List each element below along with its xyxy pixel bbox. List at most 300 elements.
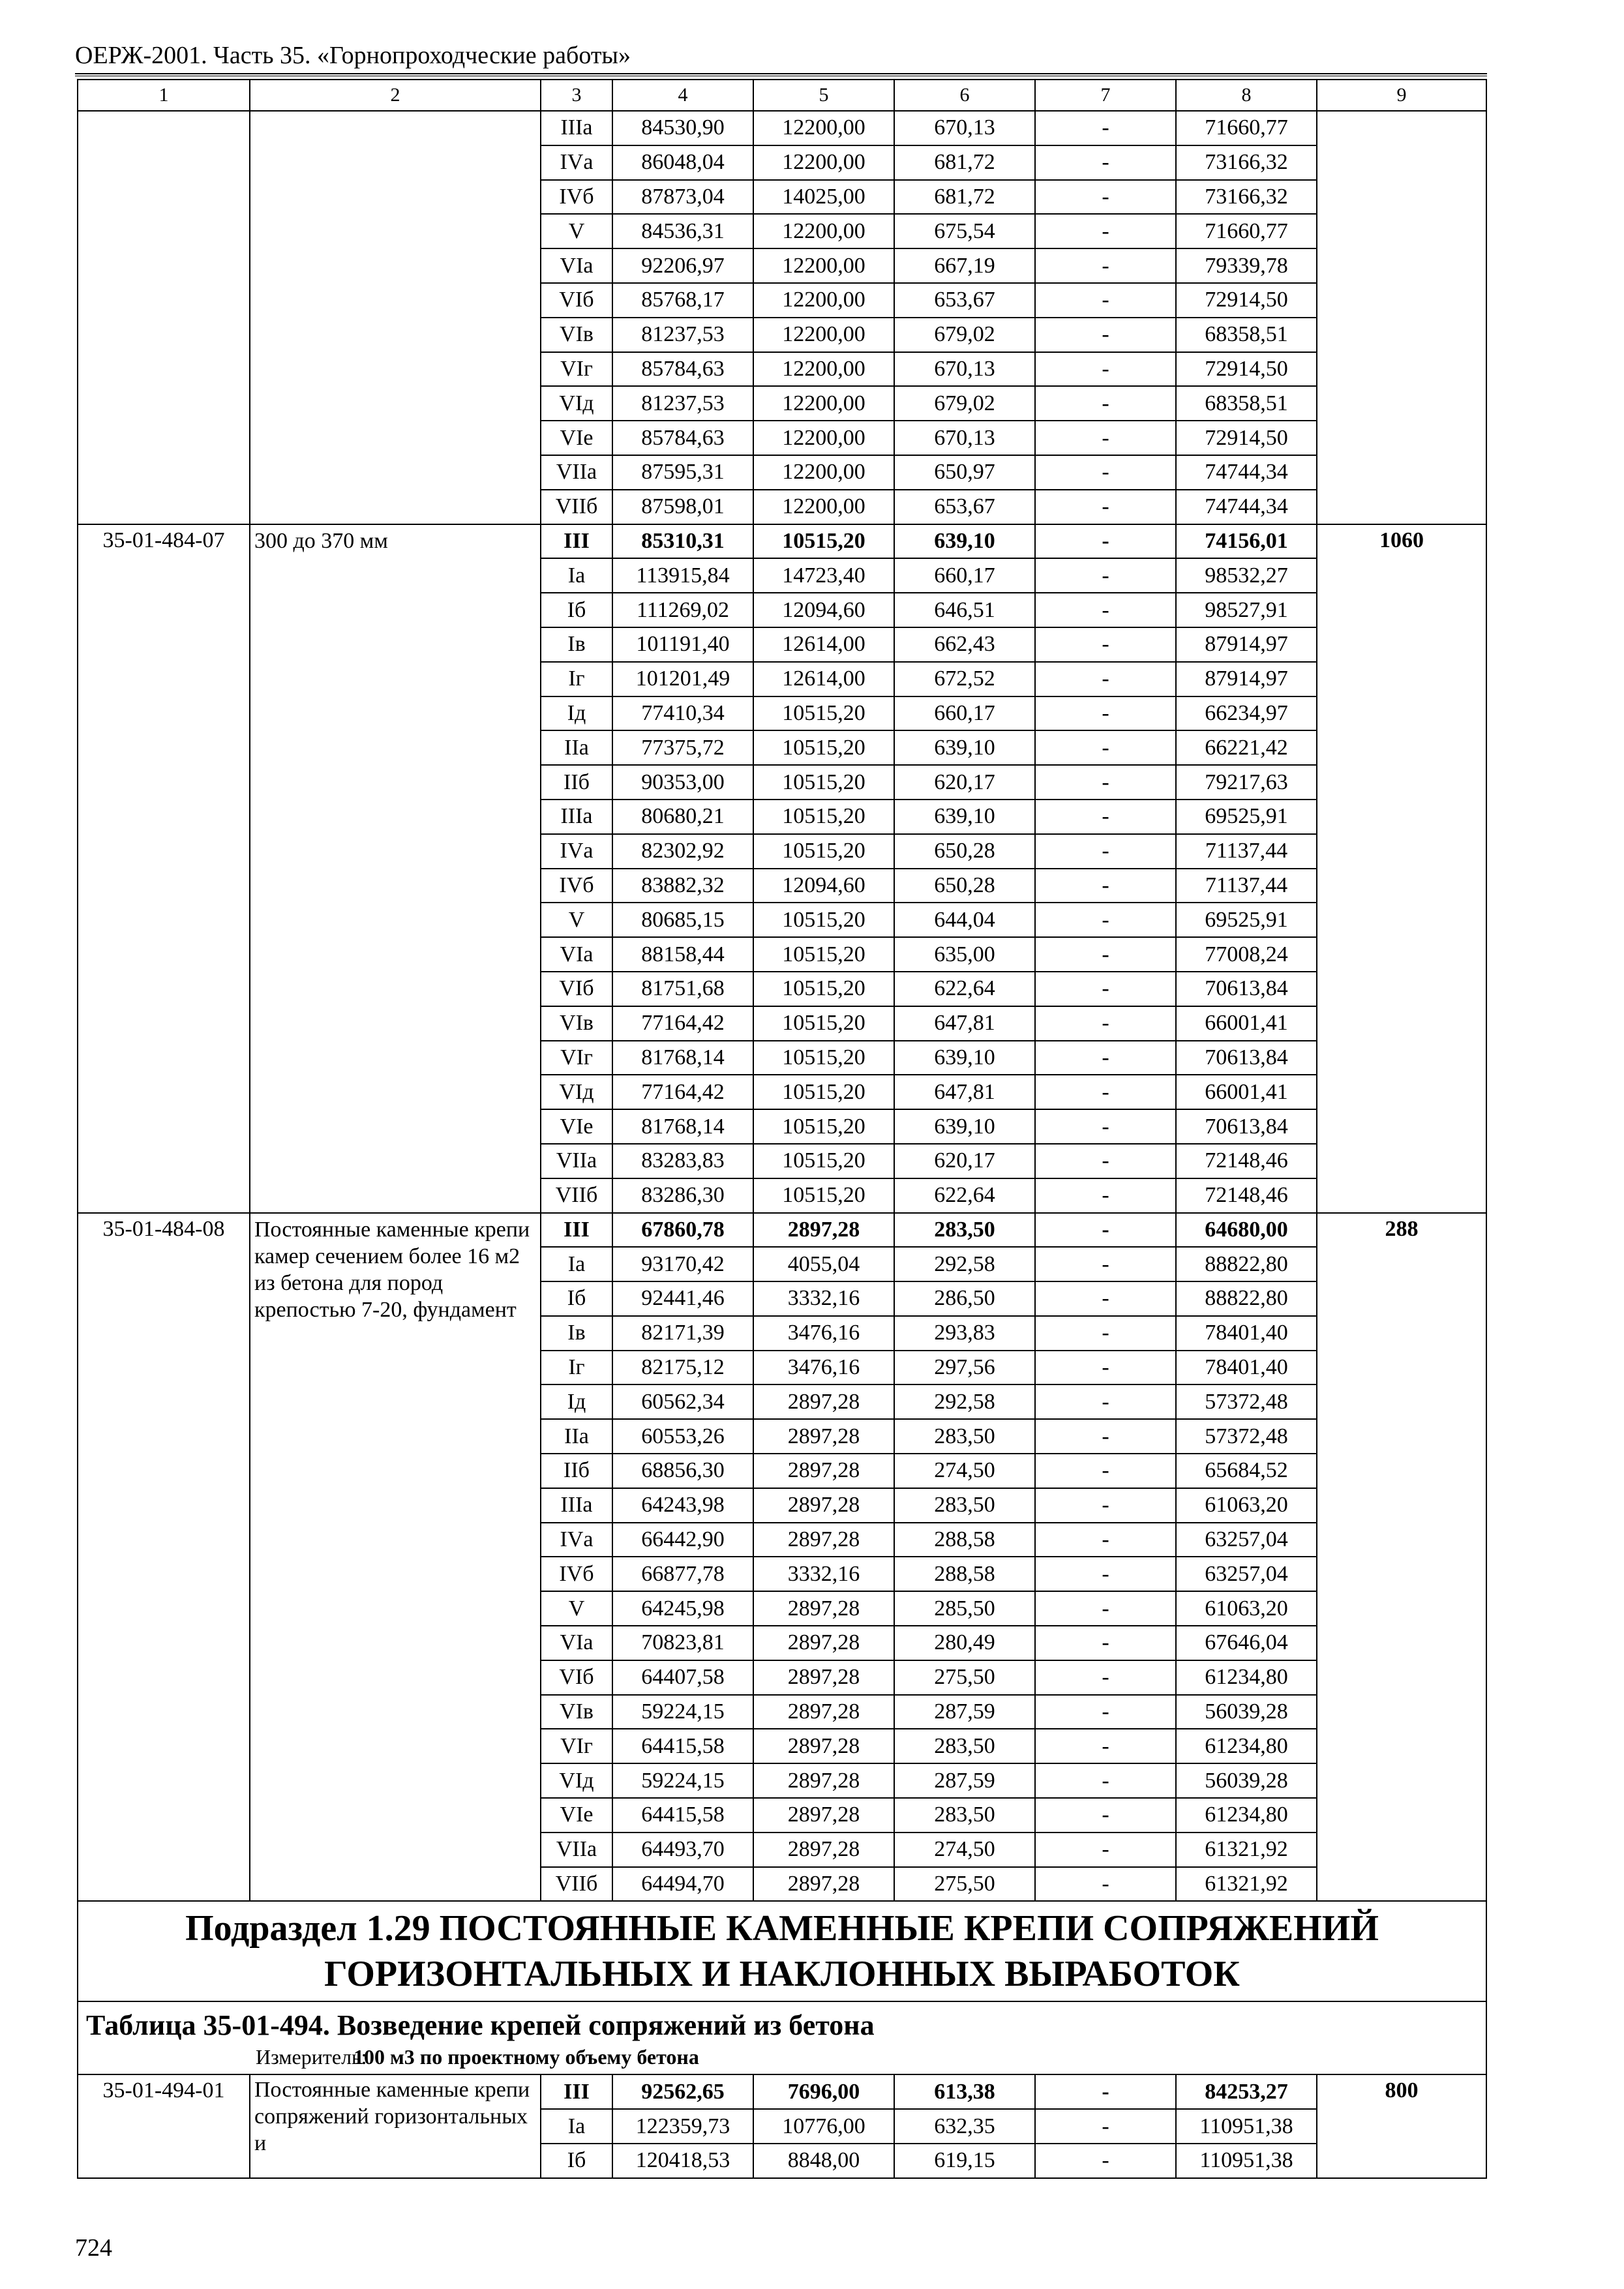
driver-wages-cell: -	[1035, 1144, 1176, 1178]
direct-cost-cell: 80685,15	[612, 903, 753, 937]
machine-cost-cell: 293,83	[894, 1316, 1035, 1351]
materials-cell: 56039,28	[1176, 1695, 1317, 1729]
direct-cost-cell: 111269,02	[612, 593, 753, 627]
section-row	[78, 1901, 1486, 2001]
driver-wages-cell: -	[1035, 490, 1176, 524]
zone-cell: IVа	[541, 834, 612, 869]
materials-cell: 61234,80	[1176, 1798, 1317, 1833]
materials-cell: 61063,20	[1176, 1591, 1317, 1626]
zone-cell: V	[541, 1591, 612, 1626]
driver-wages-cell: -	[1035, 869, 1176, 903]
machine-cost-cell: 681,72	[894, 180, 1035, 215]
driver-wages-cell: -	[1035, 1488, 1176, 1523]
driver-wages-cell: -	[1035, 1833, 1176, 1867]
zone-cell: VIе	[541, 1109, 612, 1144]
zone-cell: IVб	[541, 869, 612, 903]
direct-cost-cell: 83882,32	[612, 869, 753, 903]
zone-cell: VIд	[541, 386, 612, 421]
table-row	[78, 111, 1486, 145]
table-row	[78, 2074, 1486, 2109]
direct-cost-cell: 64415,58	[612, 1729, 753, 1763]
page-header-title: ОЕРЖ-2001. Часть 35. «Горнопроходческие работы»	[75, 42, 631, 69]
wages-cell: 3476,16	[753, 1316, 894, 1351]
table-row	[78, 524, 1486, 559]
driver-wages-cell: -	[1035, 800, 1176, 834]
machine-cost-cell: 635,00	[894, 937, 1035, 972]
materials-cell: 87914,97	[1176, 662, 1317, 696]
machine-cost-cell: 650,97	[894, 455, 1035, 490]
machine-cost-cell: 292,58	[894, 1384, 1035, 1419]
materials-cell: 66001,41	[1176, 1006, 1317, 1041]
zone-cell: IIIа	[541, 1488, 612, 1523]
direct-cost-cell: 101191,40	[612, 627, 753, 662]
direct-cost-cell: 85784,63	[612, 421, 753, 455]
wages-cell: 2897,28	[753, 1660, 894, 1695]
column-number: 9	[1317, 80, 1486, 111]
driver-wages-cell: -	[1035, 1351, 1176, 1385]
driver-wages-cell: -	[1035, 972, 1176, 1006]
materials-cell: 61063,20	[1176, 1488, 1317, 1523]
materials-cell: 87914,97	[1176, 627, 1317, 662]
materials-cell: 77008,24	[1176, 937, 1317, 972]
driver-wages-cell: -	[1035, 386, 1176, 421]
machine-cost-cell: 670,13	[894, 352, 1035, 387]
machine-cost-cell: 639,10	[894, 730, 1035, 765]
driver-wages-cell: -	[1035, 834, 1176, 869]
materials-cell: 88822,80	[1176, 1281, 1317, 1316]
header-rule	[75, 73, 1487, 74]
machine-cost-cell: 620,17	[894, 1144, 1035, 1178]
direct-cost-cell: 80680,21	[612, 800, 753, 834]
wages-cell: 2897,28	[753, 1867, 894, 1902]
wages-cell: 10515,20	[753, 903, 894, 937]
rate-code: 35-01-484-08	[78, 1213, 250, 1902]
driver-wages-cell: -	[1035, 111, 1176, 145]
wages-cell: 12614,00	[753, 627, 894, 662]
machine-cost-cell: 650,28	[894, 869, 1035, 903]
rate-code: 35-01-494-01	[78, 2074, 250, 2177]
wages-cell: 10515,20	[753, 696, 894, 731]
zone-cell: Iа	[541, 558, 612, 593]
direct-cost-cell: 88158,44	[612, 937, 753, 972]
materials-cell: 74156,01	[1176, 524, 1317, 559]
driver-wages-cell: -	[1035, 2109, 1176, 2144]
zone-cell: Iб	[541, 1281, 612, 1316]
machine-cost-cell: 283,50	[894, 1419, 1035, 1454]
machine-cost-cell: 288,58	[894, 1557, 1035, 1591]
norm-value: 288	[1317, 1213, 1486, 1902]
direct-cost-cell: 77164,42	[612, 1006, 753, 1041]
zone-cell: VIб	[541, 1660, 612, 1695]
machine-cost-cell: 280,49	[894, 1626, 1035, 1660]
direct-cost-cell: 87595,31	[612, 455, 753, 490]
wages-cell: 12200,00	[753, 455, 894, 490]
wages-cell: 12200,00	[753, 352, 894, 387]
column-number: 5	[753, 80, 894, 111]
machine-cost-cell: 679,02	[894, 318, 1035, 352]
zone-cell: VIIа	[541, 455, 612, 490]
machine-cost-cell: 647,81	[894, 1075, 1035, 1109]
wages-cell: 7696,00	[753, 2074, 894, 2109]
materials-cell: 66001,41	[1176, 1075, 1317, 1109]
wages-cell: 12200,00	[753, 318, 894, 352]
direct-cost-cell: 66877,78	[612, 1557, 753, 1591]
machine-cost-cell: 660,17	[894, 558, 1035, 593]
driver-wages-cell: -	[1035, 1626, 1176, 1660]
machine-cost-cell: 639,10	[894, 524, 1035, 559]
driver-wages-cell: -	[1035, 1557, 1176, 1591]
driver-wages-cell: -	[1035, 318, 1176, 352]
wages-cell: 12200,00	[753, 111, 894, 145]
machine-cost-cell: 297,56	[894, 1351, 1035, 1385]
wages-cell: 10515,20	[753, 800, 894, 834]
wages-cell: 2897,28	[753, 1419, 894, 1454]
wages-cell: 10515,20	[753, 1109, 894, 1144]
zone-cell: VIе	[541, 1798, 612, 1833]
wages-cell: 10515,20	[753, 765, 894, 800]
machine-cost-cell: 274,50	[894, 1454, 1035, 1488]
materials-cell: 71137,44	[1176, 834, 1317, 869]
zone-cell: Iв	[541, 627, 612, 662]
materials-cell: 78401,40	[1176, 1316, 1317, 1351]
driver-wages-cell: -	[1035, 145, 1176, 180]
direct-cost-cell: 120418,53	[612, 2144, 753, 2178]
zone-cell: IIб	[541, 1454, 612, 1488]
direct-cost-cell: 113915,84	[612, 558, 753, 593]
rate-code	[78, 111, 250, 524]
machine-cost-cell: 670,13	[894, 421, 1035, 455]
direct-cost-cell: 59224,15	[612, 1763, 753, 1798]
materials-cell: 66234,97	[1176, 696, 1317, 731]
zone-cell: IVб	[541, 180, 612, 215]
materials-cell: 70613,84	[1176, 972, 1317, 1006]
direct-cost-cell: 86048,04	[612, 145, 753, 180]
direct-cost-cell: 122359,73	[612, 2109, 753, 2144]
driver-wages-cell: -	[1035, 1006, 1176, 1041]
driver-wages-cell: -	[1035, 352, 1176, 387]
machine-cost-cell: 660,17	[894, 696, 1035, 731]
driver-wages-cell: -	[1035, 1247, 1176, 1281]
wages-cell: 12094,60	[753, 593, 894, 627]
wages-cell: 8848,00	[753, 2144, 894, 2178]
driver-wages-cell: -	[1035, 1213, 1176, 1248]
machine-cost-cell: 286,50	[894, 1281, 1035, 1316]
direct-cost-cell: 85310,31	[612, 524, 753, 559]
wages-cell: 12094,60	[753, 869, 894, 903]
driver-wages-cell: -	[1035, 180, 1176, 215]
zone-cell: IIа	[541, 730, 612, 765]
zone-cell: VIа	[541, 1626, 612, 1660]
materials-cell: 98532,27	[1176, 558, 1317, 593]
materials-cell: 67646,04	[1176, 1626, 1317, 1660]
zone-cell: Iа	[541, 2109, 612, 2144]
materials-cell: 73166,32	[1176, 180, 1317, 215]
column-number: 8	[1176, 80, 1317, 111]
wages-cell: 10776,00	[753, 2109, 894, 2144]
driver-wages-cell: -	[1035, 1454, 1176, 1488]
machine-cost-cell: 662,43	[894, 627, 1035, 662]
direct-cost-cell: 67860,78	[612, 1213, 753, 1248]
driver-wages-cell: -	[1035, 627, 1176, 662]
direct-cost-cell: 87873,04	[612, 180, 753, 215]
wages-cell: 2897,28	[753, 1729, 894, 1763]
meter-label: Измеритель:	[256, 2045, 367, 2069]
wages-cell: 10515,20	[753, 1178, 894, 1213]
direct-cost-cell: 81768,14	[612, 1041, 753, 1075]
norm-value	[1317, 111, 1486, 524]
column-number: 1	[78, 80, 250, 111]
direct-cost-cell: 59224,15	[612, 1695, 753, 1729]
materials-cell: 72914,50	[1176, 283, 1317, 318]
wages-cell: 12200,00	[753, 214, 894, 248]
driver-wages-cell: -	[1035, 248, 1176, 283]
wages-cell: 2897,28	[753, 1591, 894, 1626]
machine-cost-cell: 679,02	[894, 386, 1035, 421]
direct-cost-cell: 83286,30	[612, 1178, 753, 1213]
direct-cost-cell: 77164,42	[612, 1075, 753, 1109]
driver-wages-cell: -	[1035, 765, 1176, 800]
driver-wages-cell: -	[1035, 1075, 1176, 1109]
materials-cell: 68358,51	[1176, 318, 1317, 352]
direct-cost-cell: 85784,63	[612, 352, 753, 387]
zone-cell: VIIа	[541, 1833, 612, 1867]
driver-wages-cell: -	[1035, 214, 1176, 248]
zone-cell: VIб	[541, 972, 612, 1006]
materials-cell: 57372,48	[1176, 1384, 1317, 1419]
zone-cell: Iг	[541, 662, 612, 696]
zone-cell: VIб	[541, 283, 612, 318]
direct-cost-cell: 92441,46	[612, 1281, 753, 1316]
wages-cell: 14025,00	[753, 180, 894, 215]
wages-cell: 10515,20	[753, 524, 894, 559]
direct-cost-cell: 66442,90	[612, 1523, 753, 1557]
zone-cell: IIа	[541, 1419, 612, 1454]
driver-wages-cell: -	[1035, 1109, 1176, 1144]
wages-cell: 2897,28	[753, 1213, 894, 1248]
zone-cell: Iд	[541, 696, 612, 731]
materials-cell: 70613,84	[1176, 1041, 1317, 1075]
zone-cell: VIв	[541, 318, 612, 352]
zone-cell: Iг	[541, 1351, 612, 1385]
direct-cost-cell: 70823,81	[612, 1626, 753, 1660]
direct-cost-cell: 64494,70	[612, 1867, 753, 1902]
zone-cell: VIв	[541, 1006, 612, 1041]
driver-wages-cell: -	[1035, 421, 1176, 455]
column-number: 4	[612, 80, 753, 111]
machine-cost-cell: 632,35	[894, 2109, 1035, 2144]
machine-cost-cell: 644,04	[894, 903, 1035, 937]
driver-wages-cell: -	[1035, 1729, 1176, 1763]
materials-cell: 98527,91	[1176, 593, 1317, 627]
direct-cost-cell: 64243,98	[612, 1488, 753, 1523]
table-row	[78, 1213, 1486, 1248]
wages-cell: 12200,00	[753, 145, 894, 180]
driver-wages-cell: -	[1035, 1041, 1176, 1075]
direct-cost-cell: 83283,83	[612, 1144, 753, 1178]
column-number-row	[78, 80, 1486, 111]
materials-cell: 73166,32	[1176, 145, 1317, 180]
driver-wages-cell: -	[1035, 730, 1176, 765]
direct-cost-cell: 85768,17	[612, 283, 753, 318]
driver-wages-cell: -	[1035, 2074, 1176, 2109]
wages-cell: 3476,16	[753, 1351, 894, 1385]
driver-wages-cell: -	[1035, 1695, 1176, 1729]
zone-cell: III	[541, 1213, 612, 1248]
materials-cell: 61321,92	[1176, 1833, 1317, 1867]
wages-cell: 2897,28	[753, 1695, 894, 1729]
driver-wages-cell: -	[1035, 1281, 1176, 1316]
direct-cost-cell: 81237,53	[612, 318, 753, 352]
machine-cost-cell: 622,64	[894, 972, 1035, 1006]
zone-cell: IVа	[541, 145, 612, 180]
machine-cost-cell: 667,19	[894, 248, 1035, 283]
machine-cost-cell: 653,67	[894, 283, 1035, 318]
driver-wages-cell: -	[1035, 1660, 1176, 1695]
materials-cell: 71660,77	[1176, 214, 1317, 248]
zone-cell: VIв	[541, 1695, 612, 1729]
machine-cost-cell: 275,50	[894, 1867, 1035, 1902]
direct-cost-cell: 90353,00	[612, 765, 753, 800]
direct-cost-cell: 64493,70	[612, 1833, 753, 1867]
driver-wages-cell: -	[1035, 593, 1176, 627]
machine-cost-cell: 275,50	[894, 1660, 1035, 1695]
direct-cost-cell: 82175,12	[612, 1351, 753, 1385]
direct-cost-cell: 92206,97	[612, 248, 753, 283]
wages-cell: 14723,40	[753, 558, 894, 593]
materials-cell: 63257,04	[1176, 1557, 1317, 1591]
machine-cost-cell: 675,54	[894, 214, 1035, 248]
zone-cell: IVб	[541, 1557, 612, 1591]
zone-cell: III	[541, 524, 612, 559]
direct-cost-cell: 60562,34	[612, 1384, 753, 1419]
materials-cell: 64680,00	[1176, 1213, 1317, 1248]
driver-wages-cell: -	[1035, 1867, 1176, 1902]
machine-cost-cell: 619,15	[894, 2144, 1035, 2178]
materials-cell: 69525,91	[1176, 800, 1317, 834]
machine-cost-cell: 639,10	[894, 1109, 1035, 1144]
materials-cell: 61234,80	[1176, 1729, 1317, 1763]
driver-wages-cell: -	[1035, 1798, 1176, 1833]
driver-wages-cell: -	[1035, 662, 1176, 696]
wages-cell: 2897,28	[753, 1454, 894, 1488]
materials-cell: 79339,78	[1176, 248, 1317, 283]
column-number: 3	[541, 80, 612, 111]
machine-cost-cell: 622,64	[894, 1178, 1035, 1213]
wages-cell: 10515,20	[753, 1006, 894, 1041]
wages-cell: 10515,20	[753, 1075, 894, 1109]
zone-cell: VIд	[541, 1763, 612, 1798]
materials-cell: 74744,34	[1176, 490, 1317, 524]
wages-cell: 10515,20	[753, 1144, 894, 1178]
materials-cell: 68358,51	[1176, 386, 1317, 421]
wages-cell: 2897,28	[753, 1626, 894, 1660]
table-title: Таблица 35-01-494. Возведение крепей сопряжений из бетона	[78, 2001, 1486, 2044]
meter-value: 100 м3 по проектному объему бетона	[353, 2045, 699, 2069]
driver-wages-cell: -	[1035, 1316, 1176, 1351]
driver-wages-cell: -	[1035, 1178, 1176, 1213]
zone-cell: VIг	[541, 352, 612, 387]
column-number: 2	[250, 80, 541, 111]
wages-cell: 2897,28	[753, 1488, 894, 1523]
zone-cell: V	[541, 214, 612, 248]
direct-cost-cell: 93170,42	[612, 1247, 753, 1281]
zone-cell: Iб	[541, 593, 612, 627]
materials-cell: 70613,84	[1176, 1109, 1317, 1144]
direct-cost-cell: 82171,39	[612, 1316, 753, 1351]
direct-cost-cell: 84536,31	[612, 214, 753, 248]
zone-cell: Iв	[541, 1316, 612, 1351]
machine-cost-cell: 283,50	[894, 1213, 1035, 1248]
machine-cost-cell: 283,50	[894, 1729, 1035, 1763]
machine-cost-cell: 653,67	[894, 490, 1035, 524]
zone-cell: Iа	[541, 1247, 612, 1281]
wages-cell: 12200,00	[753, 490, 894, 524]
materials-cell: 84253,27	[1176, 2074, 1317, 2109]
direct-cost-cell: 77410,34	[612, 696, 753, 731]
zone-cell: Iб	[541, 2144, 612, 2178]
driver-wages-cell: -	[1035, 1763, 1176, 1798]
machine-cost-cell: 287,59	[894, 1695, 1035, 1729]
norm-value: 800	[1317, 2074, 1486, 2177]
driver-wages-cell: -	[1035, 903, 1176, 937]
zone-cell: IIIа	[541, 111, 612, 145]
norm-value: 1060	[1317, 524, 1486, 1213]
wages-cell: 10515,20	[753, 972, 894, 1006]
materials-cell: 110951,38	[1176, 2144, 1317, 2178]
materials-cell: 69525,91	[1176, 903, 1317, 937]
rates-table-body	[78, 80, 1486, 2178]
wages-cell: 10515,20	[753, 937, 894, 972]
table-title-row	[78, 2001, 1486, 2044]
materials-cell: 110951,38	[1176, 2109, 1317, 2144]
machine-cost-cell: 646,51	[894, 593, 1035, 627]
zone-cell: III	[541, 2074, 612, 2109]
zone-cell: V	[541, 903, 612, 937]
direct-cost-cell: 64407,58	[612, 1660, 753, 1695]
driver-wages-cell: -	[1035, 937, 1176, 972]
machine-cost-cell: 288,58	[894, 1523, 1035, 1557]
driver-wages-cell: -	[1035, 1523, 1176, 1557]
materials-cell: 56039,28	[1176, 1763, 1317, 1798]
wages-cell: 3332,16	[753, 1281, 894, 1316]
driver-wages-cell: -	[1035, 1419, 1176, 1454]
machine-cost-cell: 287,59	[894, 1763, 1035, 1798]
zone-cell: VIа	[541, 248, 612, 283]
direct-cost-cell: 77375,72	[612, 730, 753, 765]
materials-cell: 79217,63	[1176, 765, 1317, 800]
direct-cost-cell: 64415,58	[612, 1798, 753, 1833]
column-number: 6	[894, 80, 1035, 111]
machine-cost-cell: 672,52	[894, 662, 1035, 696]
materials-cell: 61234,80	[1176, 1660, 1317, 1695]
direct-cost-cell: 60553,26	[612, 1419, 753, 1454]
machine-cost-cell: 647,81	[894, 1006, 1035, 1041]
wages-cell: 12200,00	[753, 248, 894, 283]
driver-wages-cell: -	[1035, 1591, 1176, 1626]
materials-cell: 78401,40	[1176, 1351, 1317, 1385]
zone-cell: VIг	[541, 1729, 612, 1763]
machine-cost-cell: 639,10	[894, 1041, 1035, 1075]
column-number: 7	[1035, 80, 1176, 111]
machine-cost-cell: 613,38	[894, 2074, 1035, 2109]
rate-description: Постоянные каменные крепи камер сечением более 16 м2 из бетона для пород крепостью 7-20, фундамент	[250, 1213, 541, 1902]
wages-cell: 12200,00	[753, 386, 894, 421]
meter-cell	[78, 2044, 1486, 2074]
rate-description	[250, 111, 541, 524]
materials-cell: 71660,77	[1176, 111, 1317, 145]
wages-cell: 12614,00	[753, 662, 894, 696]
materials-cell: 57372,48	[1176, 1419, 1317, 1454]
